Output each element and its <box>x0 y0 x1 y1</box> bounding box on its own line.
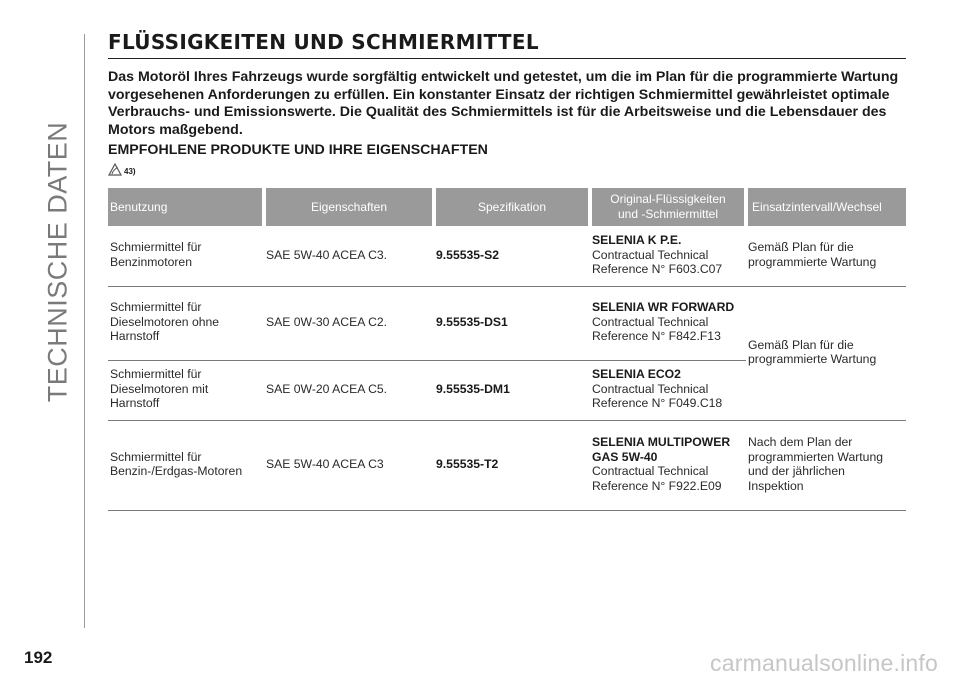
cell-product <box>590 226 746 286</box>
product-name: SELENIA ECO2 <box>592 367 681 382</box>
product-line: Reference N° F603.C07 <box>592 262 723 276</box>
cell-usage: Schmiermittel für Benzin-/Erdgas-Motoren <box>108 420 264 510</box>
cell-properties: SAE 0W-20 ACEA C5. <box>264 360 434 420</box>
product-line: Contractual Technical <box>592 314 709 329</box>
cell-interval: Gemäß Plan für die programmierte Wartung <box>746 226 906 286</box>
header-original-line2: und -Schmiermittel <box>617 207 719 221</box>
section-subheading: EMPFOHLENE PRODUKTE UND IHRE EIGENSCHAFTEN <box>108 142 488 158</box>
cell-product <box>590 420 746 510</box>
header-original <box>590 188 746 226</box>
product-line: Contractual Technical <box>592 247 709 262</box>
cell-interval: Gemäß Plan für die programmierte Wartung <box>746 286 906 420</box>
watermark: carmanualsonline.info <box>710 650 938 676</box>
product-line: Reference N° F049.C18 <box>592 396 723 411</box>
cell-product <box>590 286 746 360</box>
cell-usage: Schmiermittel für Dieselmotoren mit Harnstoff <box>108 360 264 420</box>
header-spec: Spezifikation <box>434 188 590 226</box>
cell-usage: Schmiermittel für Dieselmotoren ohne Harnstoff <box>108 286 264 360</box>
product-line: Contractual Technical <box>592 381 709 396</box>
warning-ref-number: 43) <box>124 166 136 176</box>
header-properties: Eigenschaften <box>264 188 434 226</box>
table-header-row <box>108 188 906 226</box>
cell-spec: 9.55535-T2 <box>434 420 590 510</box>
product-line: Reference N° F922.E09 <box>592 478 722 493</box>
page-content <box>108 30 906 178</box>
cell-interval: Nach dem Plan der programmierten Wartung und der jährlichen Inspektion <box>746 420 906 510</box>
product-line: Contractual Technical <box>592 464 709 478</box>
product-name: SELENIA WR FORWARD <box>592 300 735 315</box>
cell-usage: Schmiermittel für Benzinmotoren <box>108 226 264 286</box>
header-usage: Benutzung <box>108 188 264 226</box>
section-side-title: TECHNISCHE DATEN <box>42 121 73 403</box>
page-title: FLÜSSIGKEITEN UND SCHMIERMITTEL <box>108 30 539 54</box>
page-number: 192 <box>24 648 53 667</box>
table-row <box>108 226 906 286</box>
cell-properties: SAE 0W-30 ACEA C2. <box>264 286 434 360</box>
cell-properties: SAE 5W-40 ACEA C3 <box>264 420 434 510</box>
table-row <box>108 420 906 510</box>
product-name: SELENIA MULTIPOWER GAS 5W-40 <box>592 435 731 464</box>
cell-product <box>590 360 746 420</box>
warning-reference <box>108 160 906 178</box>
cell-properties: SAE 5W-40 ACEA C3. <box>264 226 434 286</box>
title-divider <box>108 58 906 59</box>
intro-paragraph: Das Motoröl Ihres Fahrzeugs wurde sorgfältig entwickelt und getestet, um die im Plan für die programmierte Wartung vorgesehenen Anforderungen zu erfüllen. Ein konstanter Einsatz der richtigen Schmiermittel gewährleistet optimale Verbrauchs- und Emissionswerte. Die Qualität des Schmiermittels ist für die Arbeitsweise und die Lebensdauer des Motors maßgebend. <box>108 69 899 138</box>
side-divider <box>84 34 85 628</box>
header-original-line1: Original-Flüssigkeiten <box>610 192 726 206</box>
cell-spec: 9.55535-S2 <box>434 226 590 286</box>
lubricants-table <box>108 188 906 511</box>
table-row <box>108 286 906 360</box>
cell-spec: 9.55535-DM1 <box>434 360 590 420</box>
product-line: Reference N° F842.F13 <box>592 329 721 344</box>
cell-spec: 9.55535-DS1 <box>434 286 590 360</box>
header-interval: Einsatzintervall/Wechsel <box>746 188 906 226</box>
warning-icon <box>108 163 122 176</box>
product-name: SELENIA K P.E. <box>592 233 682 247</box>
